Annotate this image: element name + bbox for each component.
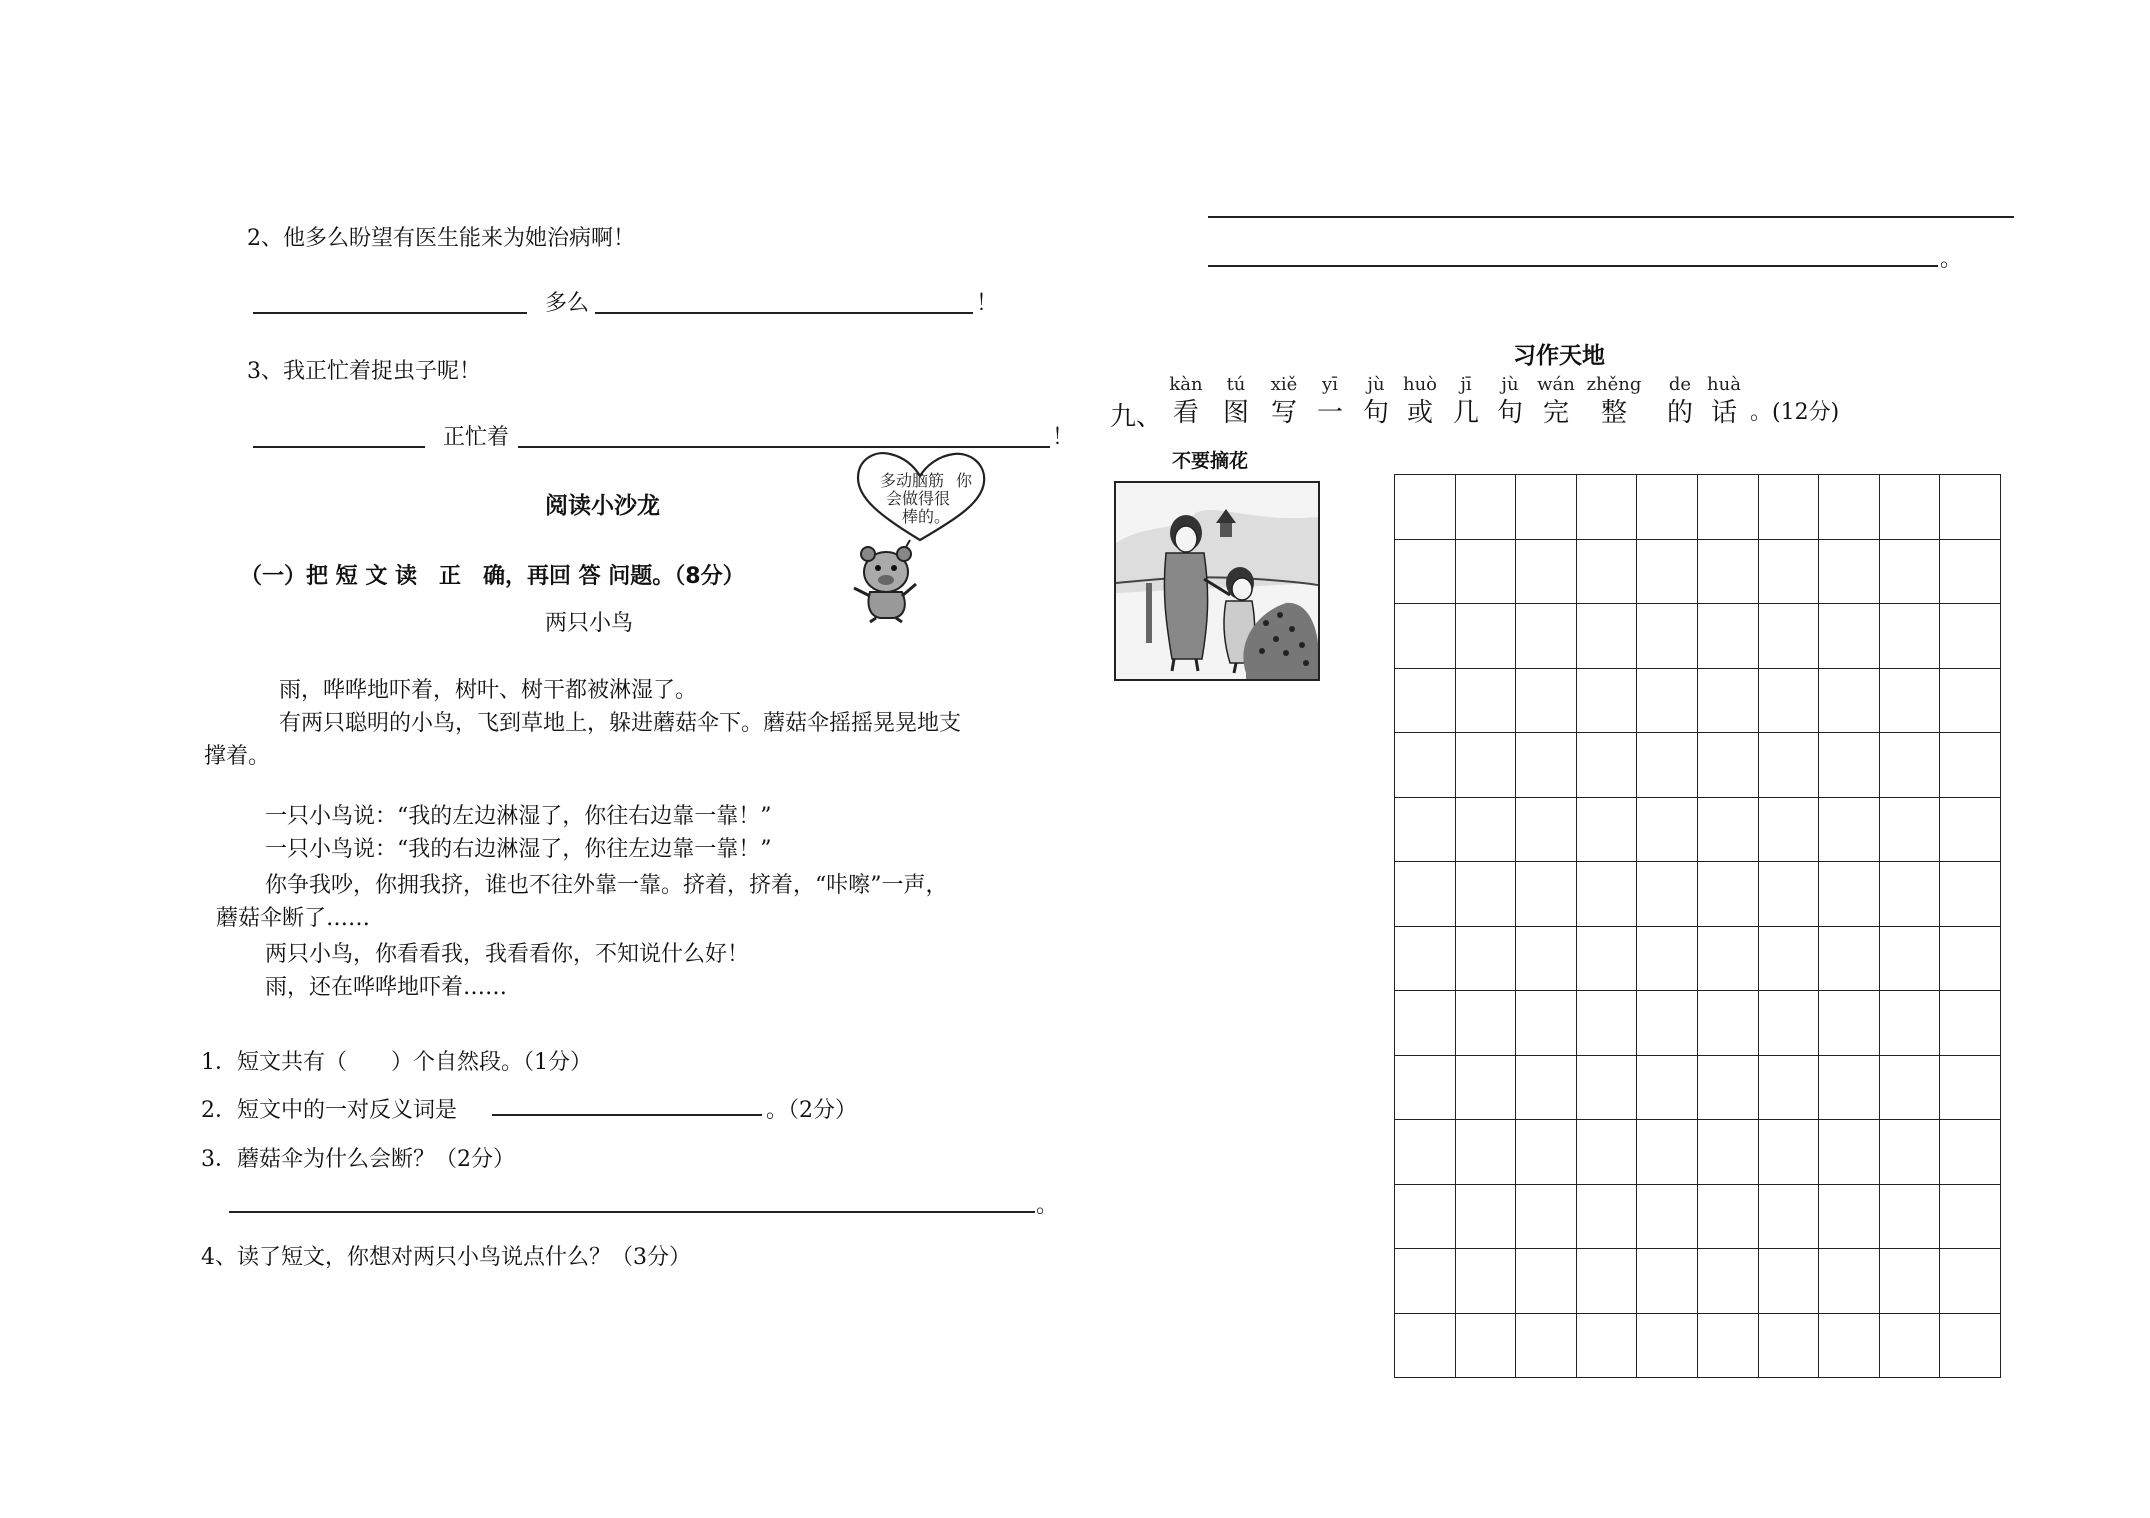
grid-cell[interactable] (1516, 862, 1577, 927)
grid-cell[interactable] (1698, 1185, 1759, 1250)
grid-cell[interactable] (1880, 798, 1941, 863)
grid-cell[interactable] (1456, 733, 1517, 798)
grid-cell[interactable] (1940, 1249, 2001, 1314)
grid-cell[interactable] (1516, 540, 1577, 605)
writing-section-title: 习作天地 (1513, 343, 1605, 369)
grid-cell[interactable] (1395, 1120, 1456, 1185)
grid-cell[interactable] (1698, 1314, 1759, 1379)
grid-cell[interactable] (1516, 604, 1577, 669)
grid-cell[interactable] (1395, 604, 1456, 669)
grid-cell[interactable] (1395, 475, 1456, 540)
pinyin: huà (1707, 374, 1741, 395)
story-paragraph: 有两只聪明的小鸟，飞到草地上，躲进蘑菇伞下。蘑菇伞摇摇晃晃地支 (279, 711, 962, 736)
grid-cell[interactable] (1395, 927, 1456, 992)
grid-cell[interactable] (1940, 927, 2001, 992)
grid-cell[interactable] (1698, 927, 1759, 992)
q2-keyword: 多么 (545, 291, 590, 316)
grid-cell[interactable] (1759, 862, 1820, 927)
grid-cell[interactable] (1698, 798, 1759, 863)
grid-cell[interactable] (1819, 1249, 1880, 1314)
story-paragraph: 两只小鸟，你看看我，我看看你，不知说什么好！ (265, 942, 750, 967)
grid-cell[interactable] (1759, 798, 1820, 863)
grid-cell[interactable] (1819, 604, 1880, 669)
grid-cell[interactable] (1456, 798, 1517, 863)
grid-cell[interactable] (1880, 733, 1941, 798)
grid-cell[interactable] (1456, 991, 1517, 1056)
hanzi: 写 (1270, 398, 1297, 428)
hanzi: 图 (1222, 398, 1249, 428)
picture-caption: 不要摘花 (1172, 450, 1249, 472)
grid-cell[interactable] (1759, 1056, 1820, 1121)
grid-cell[interactable] (1456, 927, 1517, 992)
grid-cell[interactable] (1759, 1185, 1820, 1250)
q-antonym-answer-line[interactable] (492, 1114, 762, 1116)
grid-cell[interactable] (1940, 1056, 2001, 1121)
grid-cell[interactable] (1819, 798, 1880, 863)
grid-cell[interactable] (1698, 1249, 1759, 1314)
grid-cell[interactable] (1880, 991, 1941, 1056)
grid-cell[interactable] (1516, 733, 1577, 798)
grid-cell[interactable] (1456, 862, 1517, 927)
grid-cell[interactable] (1516, 1120, 1577, 1185)
hanzi: 的 (1666, 398, 1693, 428)
grid-cell[interactable] (1395, 1056, 1456, 1121)
pinyin: de (1668, 374, 1692, 395)
grid-cell[interactable] (1880, 604, 1941, 669)
comprehension-question-2-score: 。（2分） (766, 1098, 857, 1123)
grid-cell[interactable] (1516, 1185, 1577, 1250)
story-paragraph: 一只小鸟说：“我的右边淋湿了，你往左边靠一靠！” (265, 837, 772, 862)
grid-cell[interactable] (1456, 604, 1517, 669)
pinyin: zhěng (1586, 374, 1642, 395)
grid-cell[interactable] (1577, 669, 1638, 734)
grid-cell[interactable] (1698, 669, 1759, 734)
grid-cell[interactable] (1759, 604, 1820, 669)
question-9-instruction (1110, 375, 1870, 455)
grid-cell[interactable] (1516, 1056, 1577, 1121)
grid-cell[interactable] (1637, 1314, 1698, 1379)
comprehension-question-3: 3．蘑菇伞为什么会断？（2分） (201, 1147, 515, 1172)
grid-cell[interactable] (1880, 1185, 1941, 1250)
grid-cell[interactable] (1940, 475, 2001, 540)
grid-cell[interactable] (1698, 862, 1759, 927)
grid-cell[interactable] (1395, 540, 1456, 605)
grid-cell[interactable] (1637, 1249, 1698, 1314)
hanzi: 句 (1496, 398, 1523, 428)
grid-cell[interactable] (1698, 733, 1759, 798)
grid-cell[interactable] (1759, 1120, 1820, 1185)
grid-cell[interactable] (1880, 1120, 1941, 1185)
grid-cell[interactable] (1759, 475, 1820, 540)
grid-cell[interactable] (1577, 1120, 1638, 1185)
grid-cell[interactable] (1759, 1249, 1820, 1314)
scene-picture (1114, 481, 1320, 681)
grid-cell[interactable] (1577, 798, 1638, 863)
answer-end-mark: 。 (1940, 247, 1963, 272)
question-3-sentence: 3、我正忙着捉虫子呢！ (247, 359, 481, 384)
grid-cell[interactable] (1759, 1314, 1820, 1379)
q2-end-mark: ！ (976, 291, 999, 316)
grid-cell[interactable] (1456, 1314, 1517, 1379)
answer-line[interactable] (1208, 216, 2014, 218)
reading-section-title: 阅读小沙龙 (545, 493, 660, 519)
grid-cell[interactable] (1577, 991, 1638, 1056)
grid-cell[interactable] (1637, 798, 1698, 863)
question-9-number: 九、 (1110, 402, 1163, 432)
story-paragraph: 你争我吵，你拥我挤，谁也不往外靠一靠。挤着，挤着，“咔嚓”一声， (265, 873, 948, 898)
grid-cell[interactable] (1637, 1185, 1698, 1250)
grid-cell[interactable] (1577, 1314, 1638, 1379)
grid-cell[interactable] (1940, 1314, 2001, 1379)
grid-cell[interactable] (1577, 862, 1638, 927)
pinyin: wán (1537, 374, 1575, 395)
grid-cell[interactable] (1577, 733, 1638, 798)
grid-cell[interactable] (1759, 669, 1820, 734)
grid-cell[interactable] (1940, 733, 2001, 798)
pinyin: tú (1226, 374, 1246, 395)
grid-cell[interactable] (1637, 733, 1698, 798)
grid-cell[interactable] (1880, 1056, 1941, 1121)
grid-cell[interactable] (1456, 1249, 1517, 1314)
grid-cell[interactable] (1759, 927, 1820, 992)
grid-cell[interactable] (1940, 1120, 2001, 1185)
grid-cell[interactable] (1940, 798, 2001, 863)
grid-cell[interactable] (1637, 540, 1698, 605)
grid-cell[interactable] (1395, 991, 1456, 1056)
grid-cell[interactable] (1516, 1314, 1577, 1379)
story-paragraph: 蘑菇伞断了…… (216, 906, 371, 931)
hanzi: 话 (1710, 398, 1737, 428)
grid-cell[interactable] (1577, 604, 1638, 669)
q2-blank-1[interactable] (253, 312, 527, 314)
pinyin: xiě (1270, 374, 1298, 395)
grid-cell[interactable] (1395, 862, 1456, 927)
grid-cell[interactable] (1456, 540, 1517, 605)
grid-cell[interactable] (1759, 991, 1820, 1056)
q3-end-mark: ！ (1052, 425, 1075, 450)
q3-blank-1[interactable] (253, 446, 425, 448)
q3-answer-line[interactable] (229, 1211, 1035, 1213)
grid-cell[interactable] (1940, 991, 2001, 1056)
grid-cell[interactable] (1819, 669, 1880, 734)
grid-cell[interactable] (1819, 1120, 1880, 1185)
story-paragraph: 撑着。 (204, 744, 271, 769)
grid-cell[interactable] (1456, 475, 1517, 540)
grid-cell[interactable] (1516, 475, 1577, 540)
hanzi: 一 (1316, 398, 1343, 428)
q3-answer-end-mark: 。 (1036, 1193, 1059, 1218)
grid-cell[interactable] (1759, 733, 1820, 798)
grid-cell[interactable] (1577, 475, 1638, 540)
question-9-score: 。(12分) (1750, 400, 1840, 425)
grid-cell[interactable] (1880, 927, 1941, 992)
pinyin: jù (1501, 374, 1519, 395)
grid-cell[interactable] (1819, 475, 1880, 540)
story-paragraph: 一只小鸟说：“我的左边淋湿了，你往右边靠一靠！” (265, 804, 772, 829)
grid-cell[interactable] (1637, 862, 1698, 927)
grid-cell[interactable] (1395, 798, 1456, 863)
grid-cell[interactable] (1819, 991, 1880, 1056)
grid-cell[interactable] (1759, 540, 1820, 605)
grid-cell[interactable] (1637, 669, 1698, 734)
pinyin: huò (1402, 374, 1438, 395)
grid-cell[interactable] (1456, 1185, 1517, 1250)
grid-cell[interactable] (1395, 733, 1456, 798)
grid-cell[interactable] (1637, 1120, 1698, 1185)
grid-cell[interactable] (1940, 1185, 2001, 1250)
story-title: 两只小鸟 (545, 611, 634, 636)
grid-cell[interactable] (1698, 991, 1759, 1056)
grid-cell[interactable] (1698, 604, 1759, 669)
grid-cell[interactable] (1880, 862, 1941, 927)
story-paragraph: 雨，哗哗地吓着，树叶、树干都被淋湿了。 (279, 678, 698, 703)
grid-cell[interactable] (1637, 927, 1698, 992)
grid-cell[interactable] (1940, 669, 2001, 734)
grid-cell[interactable] (1880, 669, 1941, 734)
grid-cell[interactable] (1516, 669, 1577, 734)
pinyin: jī (1460, 374, 1472, 395)
grid-cell[interactable] (1698, 1056, 1759, 1121)
grid-cell[interactable] (1516, 991, 1577, 1056)
hanzi: 或 (1406, 398, 1433, 428)
hanzi: 句 (1362, 398, 1389, 428)
grid-cell[interactable] (1395, 1185, 1456, 1250)
bubble-text: 会做得很 (886, 489, 951, 508)
grid-cell[interactable] (1395, 669, 1456, 734)
grid-cell[interactable] (1698, 1120, 1759, 1185)
story-paragraph: 雨，还在哗哗地吓着…… (265, 975, 508, 1000)
grid-cell[interactable] (1880, 540, 1941, 605)
grid-cell[interactable] (1819, 1056, 1880, 1121)
grid-cell[interactable] (1940, 862, 2001, 927)
grid-cell[interactable] (1577, 1185, 1638, 1250)
grid-cell[interactable] (1698, 540, 1759, 605)
answer-line[interactable] (1208, 265, 1938, 267)
bubble-text: 棒的。 (902, 507, 951, 526)
pinyin: kàn (1169, 374, 1203, 395)
grid-cell[interactable] (1819, 1314, 1880, 1379)
grid-cell[interactable] (1637, 991, 1698, 1056)
question-2-sentence: 2、他多么盼望有医生能来为她治病啊！ (247, 226, 635, 251)
q2-blank-2[interactable] (595, 312, 973, 314)
q3-keyword: 正忙着 (443, 425, 510, 450)
grid-cell[interactable] (1456, 669, 1517, 734)
grid-cell[interactable] (1395, 1314, 1456, 1379)
grid-cell[interactable] (1819, 1185, 1880, 1250)
grid-cell[interactable] (1516, 1249, 1577, 1314)
grid-cell[interactable] (1577, 1056, 1638, 1121)
grid-cell[interactable] (1577, 540, 1638, 605)
cartoon-bear-illustration (840, 446, 1070, 624)
pinyin: jù (1367, 374, 1385, 395)
comprehension-question-1: 1．短文共有（ ）个自然段。（1分） (201, 1050, 592, 1075)
grid-cell[interactable] (1819, 862, 1880, 927)
hanzi: 整 (1600, 398, 1627, 428)
grid-cell[interactable] (1698, 475, 1759, 540)
grid-cell[interactable] (1819, 540, 1880, 605)
hanzi: 看 (1172, 398, 1199, 428)
grid-cell[interactable] (1940, 604, 2001, 669)
grid-cell[interactable] (1637, 604, 1698, 669)
bubble-text: 多动脑筋 (880, 471, 945, 490)
grid-cell[interactable] (1395, 1249, 1456, 1314)
comprehension-question-2: 2．短文中的一对反义词是 (201, 1098, 457, 1123)
reading-part-heading: （一）把 短 文 读 正 确，再回 答 问题。（8分） (240, 564, 745, 589)
grid-cell[interactable] (1637, 1056, 1698, 1121)
grid-cell[interactable] (1577, 1249, 1638, 1314)
bubble-text: 你 (956, 471, 973, 490)
grid-cell[interactable] (1577, 927, 1638, 992)
grid-cell[interactable] (1880, 475, 1941, 540)
grid-cell[interactable] (1819, 733, 1880, 798)
grid-cell[interactable] (1456, 1056, 1517, 1121)
grid-cell[interactable] (1637, 475, 1698, 540)
comprehension-question-4: 4、读了短文，你想对两只小鸟说点什么？（3分） (201, 1245, 691, 1270)
writing-grid[interactable] (1394, 474, 2001, 1378)
grid-cell[interactable] (1456, 1120, 1517, 1185)
grid-cell[interactable] (1880, 1314, 1941, 1379)
hanzi: 几 (1452, 398, 1479, 428)
grid-cell[interactable] (1880, 1249, 1941, 1314)
grid-cell[interactable] (1516, 798, 1577, 863)
pinyin: yī (1322, 374, 1338, 395)
grid-cell[interactable] (1819, 927, 1880, 992)
hanzi: 完 (1542, 398, 1569, 428)
grid-cell[interactable] (1940, 540, 2001, 605)
grid-cell[interactable] (1516, 927, 1577, 992)
